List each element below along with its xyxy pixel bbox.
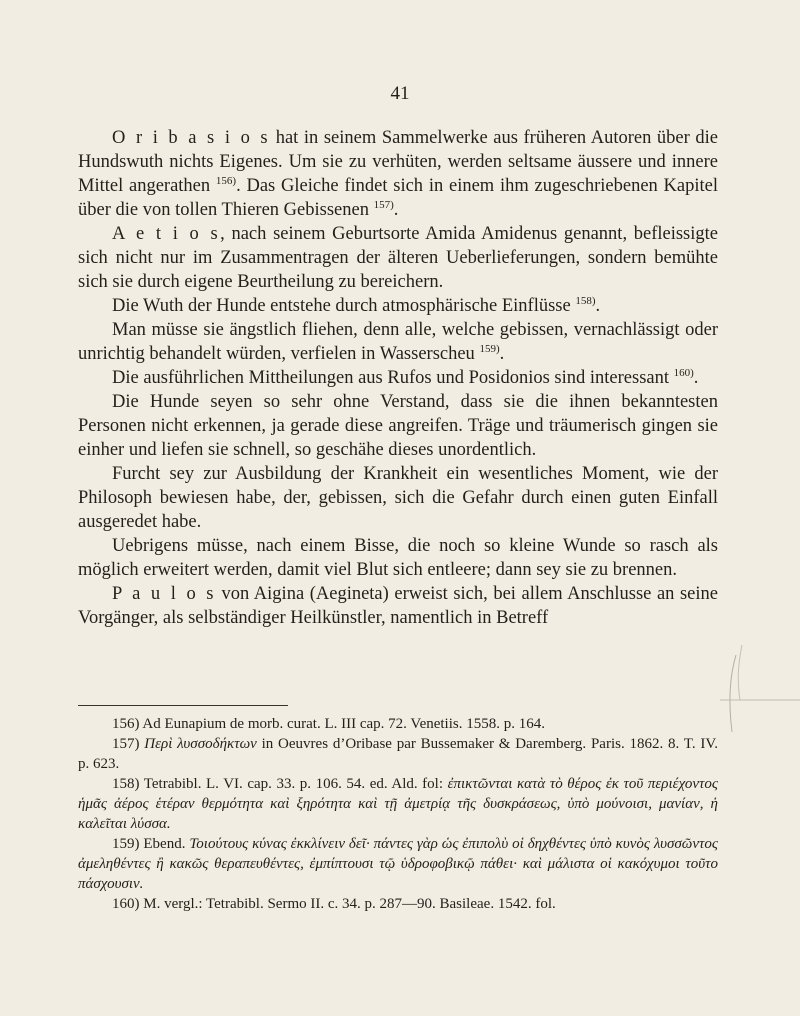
footnotes — [78, 714, 718, 914]
footnote-text: 159) Ebend. — [112, 836, 190, 852]
paragraph-furcht — [78, 462, 718, 534]
paragraph-aetios — [78, 222, 718, 294]
paragraph-text: Furcht sey zur Ausbildung der Krankheit ein wesentliches Moment, wie der Philosoph bewiesen habe, der, gebissen, sich die Gefahr durch einen guten Einfall ausgeredet habe. — [78, 464, 718, 532]
paragraph-text: . — [693, 368, 699, 388]
paragraph-text: . — [595, 296, 601, 316]
paragraph-text: Die Wuth der Hunde entstehe durch atmosphärische Einflüsse — [112, 296, 576, 316]
footnote-divider — [78, 705, 288, 706]
paragraph-text: von Aigina (Aegineta) erweist sich, bei allem Anschlusse an seine Vorgänger, als selbständiger Heilkünstler, namentlich in Betreff — [78, 584, 718, 628]
paragraph-paulos — [78, 582, 718, 630]
footnote-ref-160[interactable]: 160) — [673, 366, 694, 379]
footnote-text: 158) Tetrabibl. L. VI. cap. 33. p. 106. 54. ed. Ald. fol: — [112, 776, 448, 792]
paragraph-text: Uebrigens müsse, nach einem Bisse, die noch so kleine Wunde so rasch als möglich erweitert werden, damit viel Blut sich entleere; dann sey sie zu brennen. — [78, 536, 718, 580]
paragraph-bisse — [78, 534, 718, 582]
paragraph-text: . — [499, 344, 505, 364]
footnote-ref-158[interactable]: 158) — [575, 294, 596, 307]
paragraph-text: Man müsse sie ängstlich fliehen, denn alle, welche gebissen, vernachlässigt oder unrichtig behandelt würden, verfielen in Wasserscheu — [78, 320, 718, 364]
name-oribasios: O r i b a s i o s — [112, 128, 271, 148]
paragraph-text: hat in seinem Sammelwerke aus früheren Autoren über die Hundswuth nichts Eigenes. Um sie zu verhüten, werden seltsame äussere und innere Mittel angerathen — [78, 128, 718, 196]
paragraph-rufos — [78, 366, 718, 390]
footnote-text: in Oeuvres d’Oribase par Bussemaker & Daremberg. Paris. 1862. 8. T. IV. p. 623. — [78, 736, 718, 772]
footnote-ref-156[interactable]: 156) — [215, 174, 237, 187]
footnote-ref-157[interactable]: 157) — [373, 198, 394, 211]
name-paulos: P a u l o s — [112, 584, 216, 604]
name-aetios: A e t i o s — [112, 224, 221, 244]
footnote-160: 160) M. vergl.: Tetrabibl. Sermo II. c. 34. p. 287—90. Basileae. 1542. fol. — [112, 896, 556, 912]
footnote-158 — [78, 774, 718, 834]
greek-quotation: ἐπικτῶνται κατὰ τὸ θέρος ἐκ τοῦ περιέχοντος ἡμᾶς ἀέρος ἑτέραν θερμότητα καὶ ξηρότητα καὶ τῇ ἀμετρίᾳ τῆς δυσκράσεως, ὑπὸ μούνοισι, μανίαν, ἡ καλεῖται λύσσα. — [78, 776, 718, 832]
footnote-159 — [78, 834, 718, 894]
greek-title: Περὶ λυσσοδήκτων — [144, 736, 257, 752]
paragraph-oribasios — [78, 126, 718, 222]
paragraph-text: . — [393, 200, 399, 220]
paragraph-text: . Das Gleiche findet sich in einem ihm zugeschriebenen Kapitel über die von tollen Thieren Gebissenen — [78, 176, 718, 220]
paragraph-text: Die ausführlichen Mittheilungen aus Rufos und Posidonios sind interessant — [112, 368, 674, 388]
footnote-number: 157) — [112, 736, 145, 752]
paragraph-wuth — [78, 294, 718, 318]
paragraph-verstand — [78, 390, 718, 462]
footnote-157 — [78, 734, 718, 774]
body-text — [78, 126, 718, 630]
paragraph-text: Die Hunde seyen so sehr ohne Verstand, dass sie die ihnen bekanntesten Personen nicht erkennen, ja gerade diese angreifen. Träge und träumerisch gingen sie einher und liefen sie schnell, so geschähe dieses unordentlich. — [78, 392, 718, 460]
paper-crease-mark — [720, 640, 800, 760]
footnote-ref-159[interactable]: 159) — [479, 342, 500, 355]
page-number: 41 — [390, 83, 410, 104]
paragraph-fliehen — [78, 318, 718, 366]
footnote-156: 156) Ad Eunapium de morb. curat. L. III cap. 72. Venetiis. 1558. p. 164. — [112, 716, 545, 732]
paragraph-text: , nach seinem Geburtsorte Amida Amidenus genannt, befleissigte sich nicht nur im Zusammentragen der älteren Ueberlieferungen, sondern bemühte sich sie durch eigene Beurtheilung zu bereichern. — [78, 224, 718, 292]
greek-quotation: Τοιούτους κύνας ἐκκλίνειν δεῖ· πάντες γὰρ ὡς ἐπιπολὺ οἱ δηχθέντες ὑπὸ κυνὸς λυσσῶντος ἀμεληθέντες ἢ κακῶς θεραπευθέντες, ἐμπίπτουσι τῷ ὑδροφοβικῷ πάθει· καὶ μάλιστα οἱ κακόχυμοι τοῦτο πάσχουσιν. — [78, 836, 718, 892]
